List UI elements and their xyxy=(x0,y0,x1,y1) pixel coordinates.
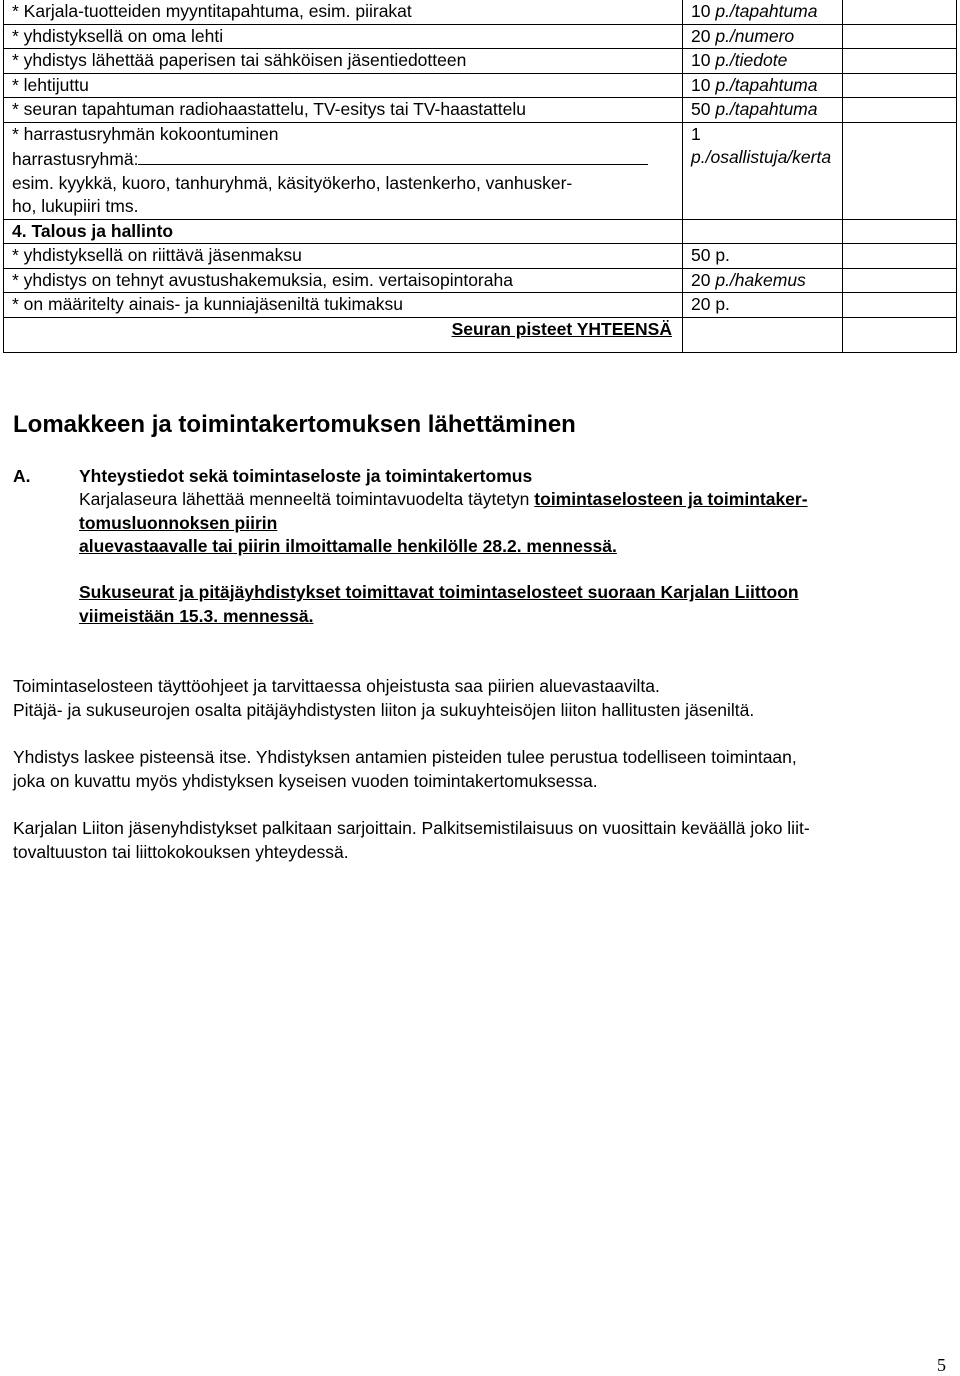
paragraph-guidance xyxy=(13,675,943,722)
table-row xyxy=(4,146,957,172)
table-row xyxy=(4,268,957,293)
row-points: 10 p./tiedote xyxy=(683,49,843,74)
table-row xyxy=(4,98,957,123)
row-points: 20 p./hakemus xyxy=(683,268,843,293)
row-points: 1 xyxy=(683,122,843,146)
row-score-cell xyxy=(843,219,957,244)
paragraph-deadline xyxy=(79,581,949,628)
fill-label: harrastusryhmä: xyxy=(12,149,139,169)
p5-line2: tovaltuuston tai liittokokouksen yhteydessä. xyxy=(13,841,349,862)
row-points: 50 p. xyxy=(683,244,843,269)
table-row xyxy=(4,73,957,98)
section-a-title: Yhteystiedot sekä toimintaseloste ja toimintakertomus xyxy=(79,466,533,486)
total-points xyxy=(683,317,843,352)
fill-in-line[interactable] xyxy=(138,146,648,165)
section-title: Lomakkeen ja toimintakertomuksen lähettäminen xyxy=(13,411,576,438)
table-row xyxy=(4,122,957,146)
row-score-cell xyxy=(843,268,957,293)
total-score-cell[interactable] xyxy=(843,317,957,352)
p1-text: Karjalaseura lähettää menneeltä toimintavuodelta täytetyn xyxy=(79,489,535,509)
row-label: ho, lukupiiri tms. xyxy=(4,195,683,219)
page-number: 5 xyxy=(937,1355,946,1375)
table-row xyxy=(4,293,957,318)
row-points: 10 p./tapahtuma xyxy=(683,73,843,98)
row-points: 50 p./tapahtuma xyxy=(683,98,843,123)
row-score-cell xyxy=(843,293,957,318)
row-score-cell xyxy=(843,24,957,49)
row-label: esim. kyykkä, kuoro, tanhuryhmä, käsityökerho, lastenkerho, vanhusker- xyxy=(4,172,683,196)
row-points: 10 p./tapahtuma xyxy=(683,0,843,24)
row-points: p./osallistuja/kerta xyxy=(683,146,843,172)
paragraph-scoring xyxy=(13,746,943,793)
row-score-cell xyxy=(843,122,957,146)
p4-line2: joka on kuvattu myös yhdistyksen kyseisen vuoden toimintakertomuksessa. xyxy=(13,770,598,791)
p1-underlined: toimintaselosteen ja toimintaker- xyxy=(534,489,808,509)
row-label: * harrastusryhmän kokoontuminen xyxy=(4,122,683,146)
row-label: * yhdistys lähettää paperisen tai sähköisen jäsentiedotteen xyxy=(4,49,683,74)
paragraph-send-instructions xyxy=(79,488,949,559)
p4-line1: Yhdistys laskee pisteensä itse. Yhdistyksen antamien pisteiden tulee perustua todelliseen toimintaan, xyxy=(13,747,797,767)
table-row xyxy=(4,195,957,219)
section-a-heading xyxy=(13,465,533,489)
row-points: 20 p. xyxy=(683,293,843,318)
row-score-cell xyxy=(843,195,957,219)
row-score-cell xyxy=(843,73,957,98)
total-label: Seuran pisteet YHTEENSÄ xyxy=(451,318,672,339)
row-score-cell xyxy=(843,0,957,24)
p3-line1: Toimintaselosteen täyttöohjeet ja tarvittaessa ohjeistusta saa piirien aluevastaavilta. xyxy=(13,676,660,696)
row-score-cell xyxy=(843,49,957,74)
row-label: * seuran tapahtuman radiohaastattelu, TV-esitys tai TV-haastattelu xyxy=(4,98,683,123)
row-points xyxy=(683,219,843,244)
row-score-cell xyxy=(843,244,957,269)
p2-line1: Sukuseurat ja pitäjäyhdistykset toimittavat toimintaselosteet suoraan Karjalan Liittoon xyxy=(79,582,799,602)
table-row xyxy=(4,0,957,24)
table-row xyxy=(4,219,957,244)
row-score-cell xyxy=(843,98,957,123)
row-label: * lehtijuttu xyxy=(4,73,683,98)
paragraph-awards xyxy=(13,817,943,864)
row-score-cell xyxy=(843,146,957,172)
p1-line2: tomusluonnoksen piirin xyxy=(79,512,278,533)
p2-line2: viimeistään 15.3. mennessä. xyxy=(79,605,314,626)
row-label: * yhdistys on tehnyt avustushakemuksia, esim. vertaisopintoraha xyxy=(4,268,683,293)
table-row xyxy=(4,317,957,352)
table-row xyxy=(4,172,957,196)
p5-line1: Karjalan Liiton jäsenyhdistykset palkitaan sarjoittain. Palkitsemistilaisuus on vuosittain keväällä joko liit- xyxy=(13,818,810,838)
row-points xyxy=(683,195,843,219)
table-row xyxy=(4,244,957,269)
p3-line2: Pitäjä- ja sukuseurojen osalta pitäjäyhdistysten liiton ja sukuyhteisöjen liiton hallitusten jäseniltä. xyxy=(13,699,755,720)
row-score-cell xyxy=(843,172,957,196)
row-label: * yhdistyksellä on riittävä jäsenmaksu xyxy=(4,244,683,269)
row-label: * yhdistyksellä on oma lehti xyxy=(4,24,683,49)
row-label: * Karjala-tuotteiden myyntitapahtuma, esim. piirakat xyxy=(4,0,683,24)
row-points xyxy=(683,172,843,196)
row-points: 20 p./numero xyxy=(683,24,843,49)
table-row xyxy=(4,24,957,49)
total-label-cell xyxy=(4,317,683,352)
points-table xyxy=(3,0,957,353)
row-label-with-fill xyxy=(4,146,683,172)
section-a-prefix: A. xyxy=(13,466,31,486)
table-row xyxy=(4,49,957,74)
row-label: * on määritelty ainais- ja kunniajäseniltä tukimaksu xyxy=(4,293,683,318)
p1-line3: aluevastaavalle tai piirin ilmoittamalle henkilölle 28.2. mennessä. xyxy=(79,536,617,556)
section-heading: 4. Talous ja hallinto xyxy=(4,219,683,244)
